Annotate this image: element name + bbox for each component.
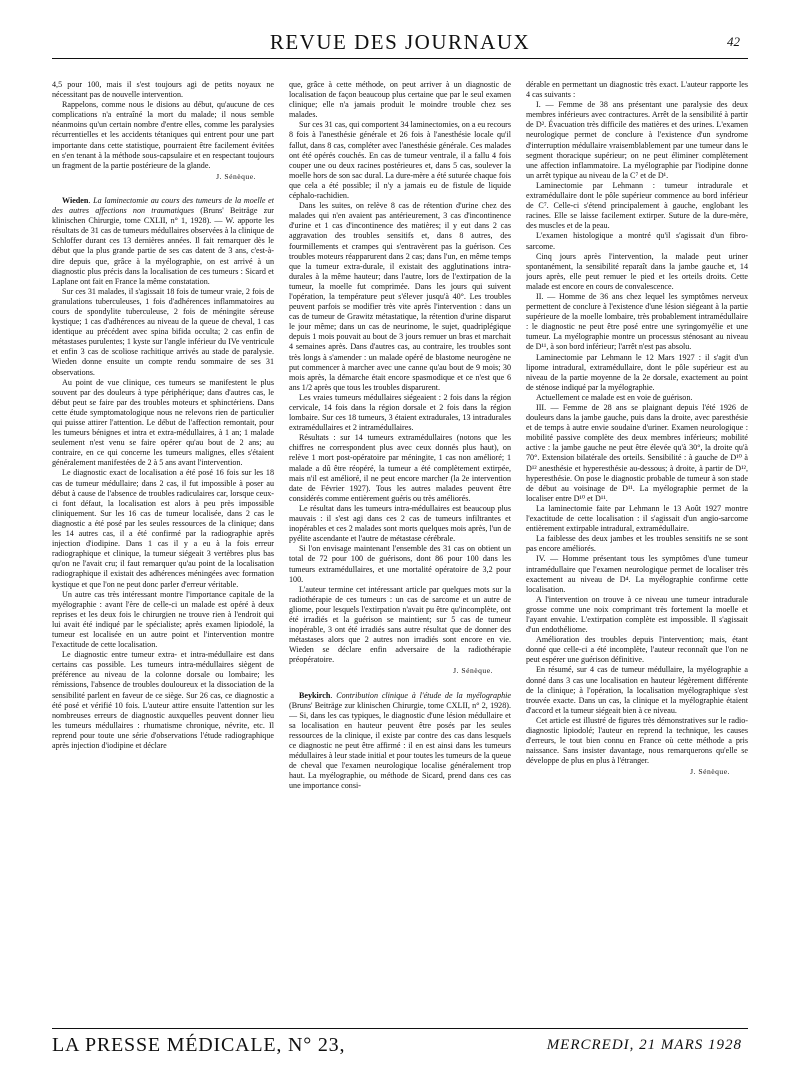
paragraph: L'auteur termine cet intéressant article par quelques mots sur la radiothérapie de ces tumeurs : un cas de sarcome et un autre de gliome, pour lesquels l'extirpation n'avait pu être qu'incomplète, ont été irradiés et la guérison se maintient; sur 5 cas de tumeur inopérable, 3 ont été irradiés sans autre résultat que de donner des métastases alors que 2 autres non irradiés sont encore en vie. Wieden se déclare enfin adversaire de la radiothérapie préopératoire. [289, 584, 511, 665]
column-3 [526, 80, 748, 1025]
paragraph: L'examen histologique a montré qu'il s'agissait d'un fibro-sarcome. [526, 231, 748, 251]
paragraph: Les vraies tumeurs médullaires siégeaient : 2 fois dans la région cervicale, 14 fois dans la région dorsale et 2 fois dans la région lombaire. Sur ces 18 tumeurs, 3 étaient extradurales, 13 intradurales extramédullaires et 2 intramédullaires. [289, 392, 511, 433]
signature: J. Sénèque. [216, 171, 256, 181]
article-separator [52, 188, 274, 196]
issue-date: MERCREDI, 21 MARS 1928 [546, 1037, 742, 1053]
article-title: La laminectomie au cours des tumeurs de la moelle et des autres affections non traumatiques [52, 195, 274, 216]
paragraph: Le diagnostic entre tumeur extra- et intra-médullaire est dans certains cas possible. Les tumeurs intra-médullaires siègent de préférence au niveau de la colonne dorsale ou lombaire; les rémissions, l'absence de troubles douloureux et la dissociation de la sensibilité parlent en faveur de ce siège. Sur 26 cas, ce diagnostic a été posé et vérifié 10 fois. L'auteur attire ensuite l'attention sur les nombreuses erreurs de diagnostic auxquelles peuvent donner lieu les tumeurs médullaires : rhumatisme chronique, névrite, etc. Il reprend pour toute une série d'observations l'étude radiographique après injection d'iodipine et déclare [52, 650, 274, 750]
case-paragraph: III. — Femme de 28 ans se plaignant depuis l'été 1926 de douleurs dans la jambe gauche, puis dans la droite, avec paresthésie et de temps à autre envie soudaine d'uriner. Examen neurologique : mobilité passive complète des deux membres inférieurs; mobilité active : la jambe gauche ne peut être élevée qu'à 30°, la droite qu'à 70°. Extension bilatérale des orteils. Sensibilité : à gauche de D¹⁰ à D¹² anesthésie et hyperesthésie au-dessous; à droite, à partir de D¹², hyperesthésie. On pose le diagnostic probable de tumeur à son stade de début au voisinage de D¹¹. La myélographie permet de la localiser entre D¹⁰ et D¹¹. [526, 403, 748, 503]
page-footer [52, 1028, 748, 1058]
page-number: 42 [727, 34, 740, 49]
paragraph: 4,5 pour 100, mais il s'est toujours agi de petits noyaux ne nécessitant pas de nouvelle intervention. [52, 80, 274, 100]
paragraph: Laminectomie par Lehmann le 12 Mars 1927 : il s'agit d'un lipome intradural, extramédullaire, dont le pôle supérieur est au niveau de la partie moyenne de la 2e dorsale, exactement au point de sténose indiqué par la myélographie. [526, 352, 748, 392]
paragraph: En résumé, sur 4 cas de tumeur médullaire, la myélographie a donné dans 3 cas une localisation en hauteur légèrement différente de la clinique; à l'opération, la localisation myélographique s'est trouvée exacte. Dans un cas, la clinique et la myélographie étaient d'accord et la tumeur siégeait bien à ce niveau. [526, 665, 748, 715]
article-author: Beykirch [299, 690, 331, 700]
column-2 [289, 80, 511, 1025]
page-header [52, 30, 748, 64]
paragraph: Le résultat dans les tumeurs intra-médullaires est beaucoup plus mauvais : il s'est agi dans ces 2 cas de tumeurs infiltrantes et inopérables et ces 2 malades sont morts quelques mois après, l'un de pyélite ascendante et l'autre de métastase cérébrale. [289, 503, 511, 544]
paragraph: Dans les suites, on relève 8 cas de rétention d'urine chez des malades qui n'en avaient pas antérieurement, 3 cas d'incontinence d'urine et 1 cas d'incontinence des matières; il y eut dans 2 cas aggravation des troubles sensitifs et, dans 8 autres, des fourmillements et crampes qui s'entravèrent pas la guérison. Ces troubles moteurs réapparurent dans 2 cas; dans l'un, en même temps que la tumeur extra-durale, il existait des agglutinations intra-durales à la même hauteur; dans l'autre, lors de l'extirpation de la tumeur, la moelle fut comprimée. Dans les jours qui suivent l'opération, la température peut s'élever jusqu'à 40°. Les troubles peuvent parfois se modifier très vite après l'intervention : dans un cas de tumeur de Grawitz métastatique, la rétention d'urine disparut le jour même; dans un cas de neurinome, le sujet, quadriplégique depuis 1 mois pouvait au bout de 3 jours remuer un bras et marchait 4 semaines après. Dans d'autres cas, au contraire, les troubles sont très longs à s'amender : un malade opéré de blastome neurogène ne put commencer à marcher avec une canne qu'au bout de 9 mois; 30 mois après, la démarche était encore spasmodique et ce n'est que 6 ans 1/2 après que tous les troubles disparurent. [289, 201, 511, 392]
paragraph: Cinq jours après l'intervention, la malade peut uriner spontanément, la sensibilité reparaît dans la jambe gauche et, 14 jours après, elle peut remuer le pied et les orteils droits. Cette malade est encore en cours de convalescence. [526, 251, 748, 291]
article-separator [289, 683, 511, 691]
paragraph: A l'intervention on trouve à ce niveau une tumeur intradurale grosse comme une noix comprimant très fortement la moelle et l'ayant envahie. L'extirpation complète est impossible. Il s'agissait d'un endothéliome. [526, 594, 748, 635]
article-intro-beykirch: Beykirch. Contribution clinique à l'étude de la myélographie (Bruns' Beiträge zur klinischen Chirurgie, tome CXLII, n° 2, 1928). — Si, dans les cas typiques, le diagnostic d'une lésion médullaire et sa localisation en hauteur peuvent être posés par les seules ressources de la clinique, il existe par contre des cas dans lesquels ce diagnostic ne peut être affirmé : il en est ainsi dans les tumeurs médullaires à leur stade initial et pour toutes les tumeurs de la queue de cheval que l'examen neurologique localise généralement trop haut. La myélographie, ou méthode de Sicard, prend dans ces cas une importance consi- [289, 690, 511, 791]
paragraph: Un autre cas très intéressant montre l'importance capitale de la myélographie : avant l'ère de celle-ci un malade est opéré à deux reprises et les deux fois le chirurgien ne trouve rien à l'endroit qui lui avait été indiqué par le spécialiste; après examen lipiodolé, la tumeur est localisée en un autre point et l'intervention montre l'exactitude de cette localisation. [52, 589, 274, 650]
header-rule [52, 58, 748, 59]
signature: J. Sénèque. [690, 767, 730, 777]
paragraph: La faiblesse des deux jambes et les troubles sensitifs ne se sont pas encore améliorés. [526, 534, 748, 554]
case-paragraph: I. — Femme de 38 ans présentant une paralysie des deux membres inférieurs avec contractures. Arrêt de la sensibilité à partir de D². Évacuation très difficile des matières et des urines. L'examen neurologique permet de conclure à l'existence d'un syndrome d'interruption médullaire vraisemblablement par une tumeur dans le segment thoracique supérieur; on ne peut éliminer complètement une affection inflammatoire. La myélographie par l'iodipine donne un arrêt typique au niveau de la C⁷ et de D¹. [526, 100, 748, 180]
column-1 [52, 80, 274, 1025]
paragraph: Sur ces 31 malades, il s'agissait 18 fois de tumeur vraie, 2 fois de granulations tuberculeuses, 1 fois d'adhérences inflammatoires au cours de spondylite tuberculeuse, 2 fois de méningite séreuse kystique; 1 cas d'adhérences au niveau de la queue de cheval, 1 cas identique au précédent avec spina bifida occulta; 2 cas enfin de métastases purulentes; 1 kyste sur l'angle inférieur du IVe ventricule et enfin 3 cas de scoliose rachitique arrivés au stade de paralysie. Wieden donne ensuite un compte rendu sommaire de ses 31 observations. [52, 286, 274, 377]
paragraph: Cet article est illustré de figures très démonstratives sur le radio-diagnostic lipiodolé; l'auteur en reprend la technique, les causes d'erreurs, le tout bien connu en France où cette méthode a pris naissance. Sans insister davantage, nous remarquerons qu'elle se développe de plus en plus à l'étranger. [526, 715, 748, 766]
article-title: Contribution clinique à l'étude de la myélographie [336, 690, 511, 700]
paragraph: Rappelons, comme nous le disions au début, qu'aucune de ces complications n'a entraîné la mort du malade; il nous semble néanmoins qu'un certain nombre d'entre elles, comme les paralysies récurrentielles et les accidents tétaniques qui entrent pour une part importante dans cette statistique, pourraient être facilement évitées en s'en tenant à la méthode sous-capsulaire et en respectant toujours un fragment de la partie postérieure de la glande. [52, 100, 274, 170]
paragraph: que, grâce à cette méthode, on peut arriver à un diagnostic de localisation de façon beaucoup plus certaine que par le seul examen clinique; elle n'a jamais produit le moindre trouble chez ses malades. [289, 80, 511, 120]
article-author: Wieden [62, 195, 89, 205]
paragraph: Sur ces 31 cas, qui comportent 34 laminectomies, on a eu recours 8 fois à l'anesthésie générale et 26 fois à l'anesthésie locale qu'il fallut, dans 8 cas, compléter avec l'anesthésie générale. Ces malades ont été opérés couchés. En cas de tumeur ventrale, il a fallu 4 fois couper une ou deux racines postérieures et, dans 5 cas, soulever la moelle hors de son sac dural. La dure-mère a été suturée chaque fois que cela a été possible; il n'y a jamais eu de fistule de liquide céphalo-rachidien. [289, 120, 511, 201]
paragraph: Si l'on envisage maintenant l'ensemble des 31 cas on obtient un total de 72 pour 100 de guérisons, dont 86 pour 100 dans les tumeurs extramédullaires, et une mortalité opératoire de 3,2 pour 100. [289, 544, 511, 584]
paragraph: Le diagnostic exact de localisation a été posé 16 fois sur les 18 cas de tumeur médullaire; dans 2 cas, il fut impossible à poser au début à cause de l'absence de troubles radiculaires car, lorsque ceux-ci font défaut, la localisation est alors à peu près impossible cliniquement. Sur les 16 cas de tumeur localisée, dans 2 cas le diagnostic a été posé par les seules ressources de la clinique; dans les 14 autres cas, il a été confirmé par la radiographie après injection d'iodipine. Dans 1 cas il y a eu à la fois erreur radiographique et clinique, la tumeur siégeait 3 vertèbres plus bas qu'on ne l'avait cru; il faut remarquer qu'au point de la localisation radiographique il existait des adhérences méningées avec formation kystique et que l'on ne peut donc parler d'erreur véritable. [52, 468, 274, 589]
publication-name: LA PRESSE MÉDICALE, N° 23, [52, 1034, 346, 1056]
case-paragraph: IV. — Homme présentant tous les symptômes d'une tumeur intramédullaire que l'examen neurologique permet de localiser très exactement au niveau de D⁴. La myélographie confirme cette localisation. [526, 554, 748, 594]
text-columns [52, 80, 748, 1025]
paragraph: Actuellement ce malade est en voie de guérison. [536, 392, 693, 402]
paragraph: Au point de vue clinique, ces tumeurs se manifestent le plus souvent par des douleurs à type périphérique; dans d'autres cas, le début peut se faire par des troubles moteurs et sphinctériens. Dans cette étude symptomatologique nous ne relevons rien de particulier qui puisse attirer l'attention. Le début de l'affection remontait, pour les tumeurs bénignes et intra et extra-médullaires, à 1 an; 1 malade seulement n'est venu se faire opérer qu'au bout de 2 ans; au contraire, en ce qui concerne les tumeurs malignes, elles s'étaient généralement manifestées de 2 à 5 ans avant l'intervention. [52, 377, 274, 468]
paragraph: La laminectomie faite par Lehmann le 13 Août 1927 montre l'exactitude de cette localisation : il s'agissait d'un angio-sarcome entièrement extirpable intradural, extramédullaire. [526, 503, 748, 534]
footer-rule [52, 1028, 748, 1029]
article-source: (Bruns' Beiträge zur klinischen Chirurgie, tome CXLII, n° 1, 1928). — W. apporte les résultats de 31 cas de tumeurs médullaires observées à la clinique de Schloffer durant ces 13 dernières années. Il fait remarquer dès le début que la plus grande partie de ses cas datent de 3 ans, c'est-à-dire depuis que, grâce à la myélographie, on est arrivé à un diagnostic plus précis dans la localisation de ces tumeurs : Sicard et Laplane ont fait en France la même constatation. [52, 206, 274, 286]
article-source: (Bruns' Beiträge zur klinischen Chirurgie, tome CXLII, n° 2, 1928). — Si, dans les cas typiques, le diagnostic d'une lésion médullaire et sa localisation en hauteur peuvent être posés par les seules ressources de la clinique, il existe par contre des cas dans lesquels ce diagnostic ne peut être affirmé : il en est ainsi dans les tumeurs médullaires à leur stade initial et pour toutes les tumeurs de la queue de cheval que l'examen neurologique localise généralement trop haut. La myélographie, ou méthode de Sicard, prend dans ces cas une importance consi- [289, 700, 511, 791]
article-intro-wieden: Wieden. La laminectomie au cours des tumeurs de la moelle et des autres affections non traumatiques (Bruns' Beiträge zur klinischen Chirurgie, tome CXLII, n° 1, 1928). — W. apporte les résultats de 31 cas de tumeurs médullaires observées à la clinique de Schloffer durant ces 13 dernières années. Il fait remarquer dès le début que la plus grande partie de ses cas datent de 3 ans, c'est-à-dire depuis que, grâce à la myélographie, on est arrivé à un diagnostic plus précis dans la localisation de ces tumeurs : Sicard et Laplane ont fait en France la même constatation. [52, 195, 274, 286]
signature: J. Sénèque. [453, 666, 493, 676]
paragraph: Résultats : sur 14 tumeurs extramédullaires (notons que les chiffres ne correspondent plus avec ceux donnés plus haut), on relève 1 mort post-opératoire par méningite, 1 cas non amélioré; 1 malade a dû être réopéré, la tumeur a été complètement extirpée, mais n'il est amélioré, il ne peut encore marcher (la 2e intervention date de Février 1927). Tous les autres malades peuvent être considérés comme entièrement guéris ou très améliorés. [289, 433, 511, 503]
paragraph: dérable en permettant un diagnostic très exact. L'auteur rapporte les 4 cas suivants : [526, 80, 748, 100]
paragraph: Laminectomie par Lehmann : tumeur intradurale et extramédullaire dont le pôle supérieur commence au bord inférieur de C⁷. Celle-ci s'étend principalement à gauche, englobant les racines. Elle se laisse facilement extirper. Suture de la dure-mère, des muscles et de la peau. [526, 180, 748, 231]
case-paragraph: II. — Homme de 36 ans chez lequel les symptômes nerveux permettent de conclure à l'existence d'une lésion siégeant à la partie supérieure de la moelle lombaire, très probablement intramédullaire : le diagnostic ne peut être posé entre une syringomyélie et une tumeur. La myélographie montre un processus sténosant au niveau de D¹¹, à son bord inférieur; l'arrêt n'est pas absolu. [526, 291, 748, 352]
paragraph: Amélioration des troubles depuis l'intervention; mais, étant donné que celle-ci a été incomplète, l'auteur reconnaît que l'on ne peut espérer une guérison définitive. [526, 635, 748, 665]
journal-section-title: REVUE DES JOURNAUX [269, 30, 531, 54]
